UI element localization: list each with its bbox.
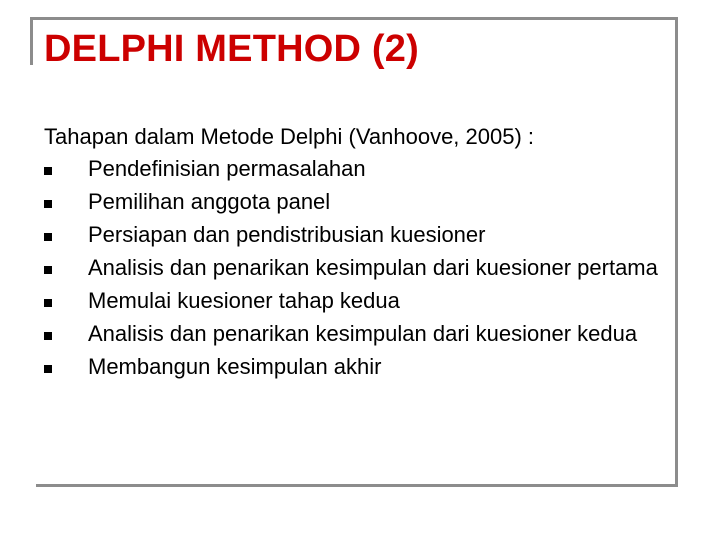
list-item bbox=[44, 255, 674, 280]
square-bullet-icon bbox=[44, 266, 52, 274]
list-item bbox=[44, 321, 674, 346]
list-item-text: Membangun kesimpulan akhir bbox=[88, 354, 382, 379]
square-bullet-icon bbox=[44, 233, 52, 241]
square-bullet-icon bbox=[44, 200, 52, 208]
slide-title: DELPHI METHOD (2) bbox=[44, 28, 419, 70]
square-bullet-icon bbox=[44, 167, 52, 175]
intro-text: Tahapan dalam Metode Delphi (Vanhoove, 2005) : bbox=[44, 124, 535, 149]
list-item-text: Persiapan dan pendistribusian kuesioner bbox=[88, 222, 486, 247]
frame-right-line bbox=[675, 17, 678, 487]
list-item bbox=[44, 222, 674, 247]
square-bullet-icon bbox=[44, 332, 52, 340]
steps-list bbox=[44, 156, 674, 379]
list-item bbox=[44, 189, 674, 214]
list-item-text: Memulai kuesioner tahap kedua bbox=[88, 288, 400, 313]
list-item-text: Pendefinisian permasalahan bbox=[88, 156, 366, 181]
list-item-text: Analisis dan penarikan kesimpulan dari kuesioner pertama bbox=[88, 255, 658, 280]
list-item bbox=[44, 156, 674, 181]
list-item bbox=[44, 354, 674, 379]
list-item-text: Pemilihan anggota panel bbox=[88, 189, 331, 214]
list-item-text: Analisis dan penarikan kesimpulan dari kuesioner kedua bbox=[88, 321, 638, 346]
slide-content bbox=[44, 124, 674, 387]
square-bullet-icon bbox=[44, 365, 52, 373]
frame-bottom-line bbox=[36, 484, 678, 487]
frame-top-line bbox=[30, 17, 678, 20]
square-bullet-icon bbox=[44, 299, 52, 307]
list-item bbox=[44, 288, 674, 313]
frame-left-line bbox=[30, 17, 33, 65]
